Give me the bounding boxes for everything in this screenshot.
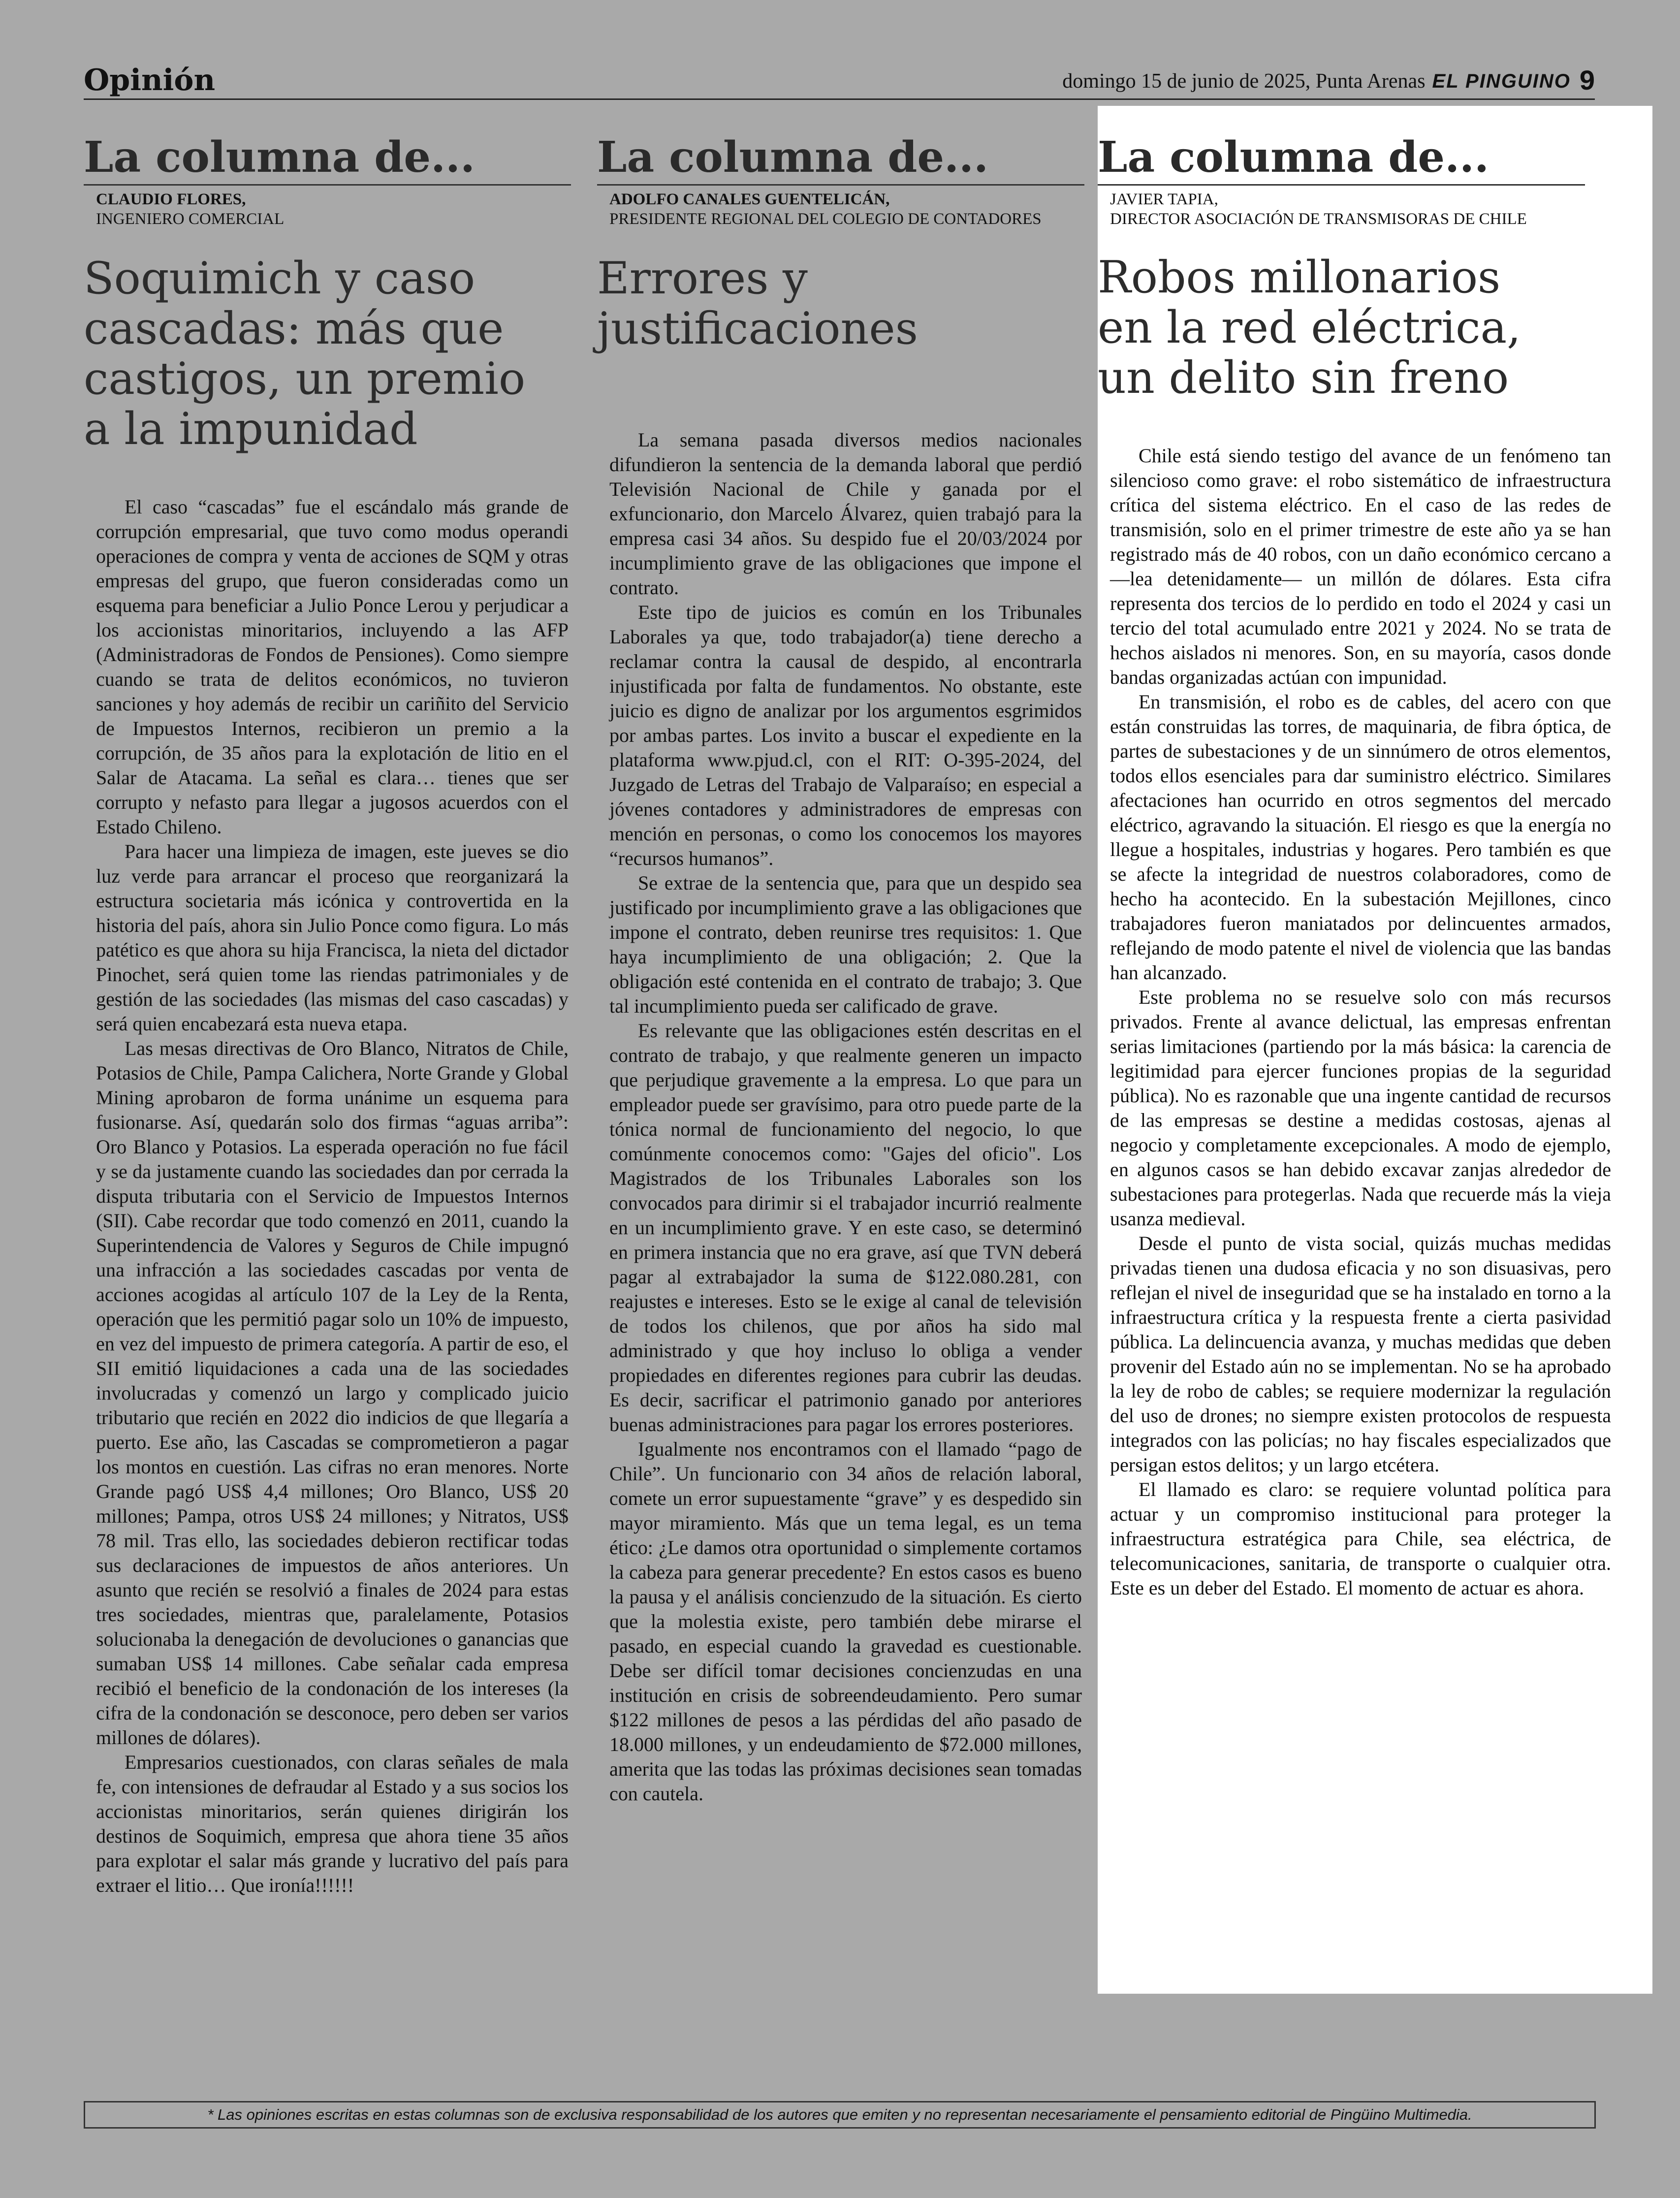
column-kicker: La columna de... — [84, 133, 571, 186]
paragraph: El caso “cascadas” fue el escándalo más grande de corrupción empresarial, que tuvo como modus operandi operaciones de compra y venta de acciones de SQM y otras empresas del grupo, que fueron consideradas como un esquema para beneficiar a Julio Ponce Lerou y perjudicar a los accionistas minoritarios, incluyendo a las AFP (Administradoras de Fondos de Pensiones). Como siempre cuando se trata de delitos económicos, no tuvieron sanciones y hoy además de recibir un cariñito del Servicio de Impuestos Internos, recibieron un premio a la corrupción, de 35 años para la explotación de litio en el Salar de Atacama. La señal es clara… tienes que ser corrupto y nefasto para llegar a jugosos acuerdos con el Estado Chileno. — [96, 496, 569, 838]
author-name: CLAUDIO FLORES, — [96, 191, 246, 208]
headline-line: Errores y — [597, 253, 808, 304]
paragraph: En transmisión, el robo es de cables, del acero con que están construidas las torres, de maquinaria, de fibra óptica, de partes de subestaciones y de un sinnúmero de otros elementos, todos ellos esenciales para dar suministro eléctrico. Similares afectaciones han ocurrido en otros segmentos del mercado eléctrico, agravando la situación. El riesgo es que la energía no llegue a hospitales, industrias y hogares. Pero también es que se afecte la integridad de nuestros colaboradores, como de hecho ha acontecido. En la subestación Mejillones, cinco trabajadores fueron maniatados por delincuentes armados, reflejando de modo patente el nivel de violencia que las bandas han alcanzado. — [1110, 691, 1611, 984]
masthead — [84, 58, 1595, 100]
opinion-column-3 — [1098, 106, 1652, 1994]
headline-line: un delito sin freno — [1098, 352, 1509, 404]
author-role: PRESIDENTE REGIONAL DEL COLEGIO DE CONTADORES — [609, 210, 1042, 228]
headline-line: a la impunidad — [84, 403, 418, 455]
author-name: JAVIER TAPIA, — [1110, 191, 1218, 208]
paragraph: Las mesas directivas de Oro Blanco, Nitratos de Chile, Potasios de Chile, Pampa Calichera, Norte Grande y Global Mining aprobaron de forma unánime un esquema para fusionarse. Así, quedarán solo dos firmas “aguas arriba”: Oro Blanco y Potasios. La esperada operación no fue fácil y se da justamente cuando las sociedades dan por cerrada la disputa tributaria con el Servicio de Impuestos Internos (SII). Cabe recordar que todo comenzó en 2011, cuando la Superintendencia de Valores y Seguros de Chile impugnó una infracción a las sociedades cascadas por venta de acciones acogidas al artículo 107 de la Ley de la Renta, operación que les permitió pagar solo un 10% de impuesto, en vez del impuesto de primera categoría. A partir de eso, el SII emitió liquidaciones a cada una de las sociedades involucradas y comenzó un largo y complicado juicio tributario que recién en 2022 dio indicios de que llegaría a puerto. Ese año, las Cascadas se comprometieron a pagar los montos en cuestión. Las cifras no eran menores. Norte Grande pagó US$ 4,4 millones; Oro Blanco, US$ 20 millones; Pampa, otros US$ 24 millones; y Nitratos, US$ 78 mil. Tras ello, las sociedades debieron rectificar todas sus declaraciones de impuestos de años anteriores. Un asunto que recién se resolvió a finales de 2024 para estas tres sociedades, mientras que, paralelamente, Potasios solucionaba la denegación de devoluciones o ganancias que sumaban US$ 14 millones. Cabe señalar cada empresa recibió el beneficio de la condonación de los intereses (la cifra de la condonación se desconoce, pero deben ser varios millones de dólares). — [96, 1037, 569, 1749]
section-name: Opinión — [84, 63, 216, 97]
author-role: INGENIERO COMERCIAL — [96, 210, 285, 228]
column-kicker: La columna de... — [597, 133, 1084, 186]
publication-date: domingo 15 de junio de 2025, Punta Arenas — [1062, 70, 1426, 93]
paragraph: Este tipo de juicios es común en los Tribunales Laborales ya que, todo trabajador(a) tiene derecho a reclamar contra la causal de despido, al encontrarla injustificada por falta de fundamentos. No obstante, este juicio es digno de analizar por los argumentos esgrimidos por ambas partes. Los invito a buscar el expediente en la plataforma www.pjud.cl, con el RIT: O-395-2024, del Juzgado de Letras del Trabajo de Valparaíso; en especial a jóvenes contadores y administradores de empresas con mención en personas, o como los conocemos los mayores “recursos humanos”. — [609, 601, 1082, 869]
paragraph: Igualmente nos encontramos con el llamado “pago de Chile”. Un funcionario con 34 años de relación laboral, comete un error supuestamente “grave” y es despedido sin mayor miramiento. Más que un tema legal, es un tema ético: ¿Le damos otra oportunidad o simplemente cortamos la cabeza para generar precedente? En estos casos es bueno la pausa y el análisis concienzudo de la situación. Es cierto que la molestia existe, pero también debe mirarse el pasado, en especial cuando la gravedad es cuestionable. Debe ser difícil tomar decisiones concienzudas en una institución en crisis de sobreendeudamiento. Pero sumar $122 millones de pesos a las pérdidas del año pasado de 18.000 millones, y un endeudamiento de $72.000 millones, amerita que las todas las próximas decisiones sean tomadas con cautela. — [609, 1438, 1082, 1805]
headline-line: justificaciones — [597, 303, 918, 354]
paragraph: Se extrae de la sentencia que, para que un despido sea justificado por incumplimiento grave a las obligaciones que impone el contrato, deben reunirse tres requisitos: 1. Que haya incumplimiento de una obligación; 2. Que la obligación esté contenida en el contrato de trabajo; 3. Que tal incumplimiento pueda ser calificado de grave. — [609, 872, 1082, 1017]
article-headline — [597, 254, 1084, 354]
paragraph: El llamado es claro: se requiere voluntad política para actuar y un compromiso institucional para proteger la infraestructura estratégica para Chile, sea eléctrica, de telecomunicaciones, sanitaria, de transporte o cualquier otra. Este es un deber del Estado. El momento de actuar es ahora. — [1110, 1478, 1611, 1599]
editorial-disclaimer: * Las opiniones escritas en estas columnas son de exclusiva responsabilidad de los autores que emiten y no representan necesariamente el pensamiento editorial de Pingüino Multimedia. — [84, 2101, 1596, 2129]
headline-line: Robos millonarios — [1098, 252, 1501, 303]
paragraph: Desde el punto de vista social, quizás muchas medidas privadas tienen una dudosa eficacia y no son disuasivas, pero reflejan el nivel de inseguridad que se ha instalado en torno a la infraestructura crítica y la respuesta frente a cierta pasividad pública. La delincuencia avanza, y muchas medidas que deben provenir del Estado aún no se implementan. No se ha aprobado la ley de robo de cables; se requiere modernizar la regulación del uso de drones; no siempre existen protocolos de respuesta integrados con las policías; no hay fiscales especializados que persigan estos delitos; y un largo etcétera. — [1110, 1232, 1611, 1476]
byline — [609, 190, 1084, 229]
article-body — [96, 495, 569, 1898]
page-number: 9 — [1579, 64, 1595, 96]
byline — [1110, 190, 1585, 229]
paragraph: Este problema no se resuelve solo con más recursos privados. Frente al avance delictual, las empresas enfrentan serias limitaciones (partiendo por la más básica: la carencia de legitimidad para ejercer funciones propias de la seguridad pública). No es razonable que una ingente cantidad de recursos de las empresas se destine a medidas costosas, ajenas al negocio y completamente excepcionales. A modo de ejemplo, en algunos casos se han debido excavar zanjas alrededor de subestaciones para protegerlas. Nada que recuerde más la vieja usanza medieval. — [1110, 986, 1611, 1230]
paragraph: La semana pasada diversos medios nacionales difundieron la sentencia de la demanda laboral que perdió Televisión Nacional de Chile y ganada por el exfuncionario, don Marcelo Álvarez, quien trabajó para la empresa casi 34 años. Su despido fue el 20/03/2024 por incumplimiento grave de las obligaciones que impone el contrato. — [609, 429, 1082, 599]
paragraph: Chile está siendo testigo del avance de un fenómeno tan silencioso como grave: el robo sistemático de infraestructura crítica del sistema eléctrico. En el caso de las redes de transmisión, solo en el primer trimestre de este año ya se han registrado más de 40 robos, con un daño económico cercano a —lea detenidamente— un millón de dólares. Esta cifra representa dos tercios de lo perdido en todo el 2024 y casi un tercio del total acumulado entre 2021 y 2024. No se trata de hechos aislados ni menores. Son, en su mayoría, casos donde bandas organizadas actúan con impunidad. — [1110, 445, 1611, 688]
article-headline — [1098, 253, 1585, 403]
article-body — [609, 428, 1082, 1806]
author-name: ADOLFO CANALES GUENTELICÁN, — [609, 191, 890, 208]
paragraph: Para hacer una limpieza de imagen, este jueves se dio luz verde para arrancar el proceso que reorganizará la estructura societaria más icónica y controvertida en la historia del país, ahora sin Julio Ponce como figura. Lo más patético es que ahora su hija Francisca, la nieta del dictador Pinochet, será quien tome las riendas patrimoniales y de gestión de las sociedades (las mismas del caso cascadas) y será quien encabezará esta nueva etapa. — [96, 840, 569, 1035]
newspaper-logo: EL PINGUINO — [1432, 70, 1571, 92]
dateline — [1062, 64, 1595, 96]
article-body — [1110, 444, 1611, 1600]
paragraph: Empresarios cuestionados, con claras señales de mala fe, con intensiones de defraudar al Estado y a sus socios los accionistas minoritarios, serán quienes dirigirán los destinos de Soquimich, empresa que ahora tiene 35 años para explotar el salar más grande y lucrativo del país para extraer el litio… Que ironía!!!!!! — [96, 1751, 569, 1896]
paragraph: Es relevante que las obligaciones estén descritas en el contrato de trabajo, y que realmente generen un impacto que perjudique gravemente a la empresa. Lo que para un empleador puede ser gravísimo, para otro puede parte de la tónica normal de funcionamiento del negocio, lo que comúnmente conocemos como: "Gajes del oficio". Los Magistrados de los Tribunales Laborales son los convocados para dirimir si el trabajador incurrió realmente en un incumplimiento grave. Y en este caso, se determinó en primera instancia que no era grave, así que TVN deberá pagar al extrabajador la suma de $122.080.281, con reajustes e intereses. Esto se le exige al canal de televisión de todos los chilenos, que por años ha sido mal administrado y que hoy incluso lo obliga a vender propiedades en diferentes regiones para cubrir las deudas. Es decir, sacrificar el patrimonio ganado por anteriores buenas administraciones para pagar los errores posteriores. — [609, 1019, 1082, 1435]
byline — [96, 190, 571, 229]
article-headline — [84, 254, 571, 454]
author-role: DIRECTOR ASOCIACIÓN DE TRANSMISORAS DE CHILE — [1110, 210, 1527, 228]
headline-line: cascadas: más que — [84, 303, 504, 354]
headline-line: en la red eléctrica, — [1098, 302, 1521, 353]
column-kicker: La columna de... — [1098, 133, 1585, 186]
headline-line: Soquimich y caso — [84, 253, 475, 304]
headline-line: castigos, un premio — [84, 353, 526, 405]
